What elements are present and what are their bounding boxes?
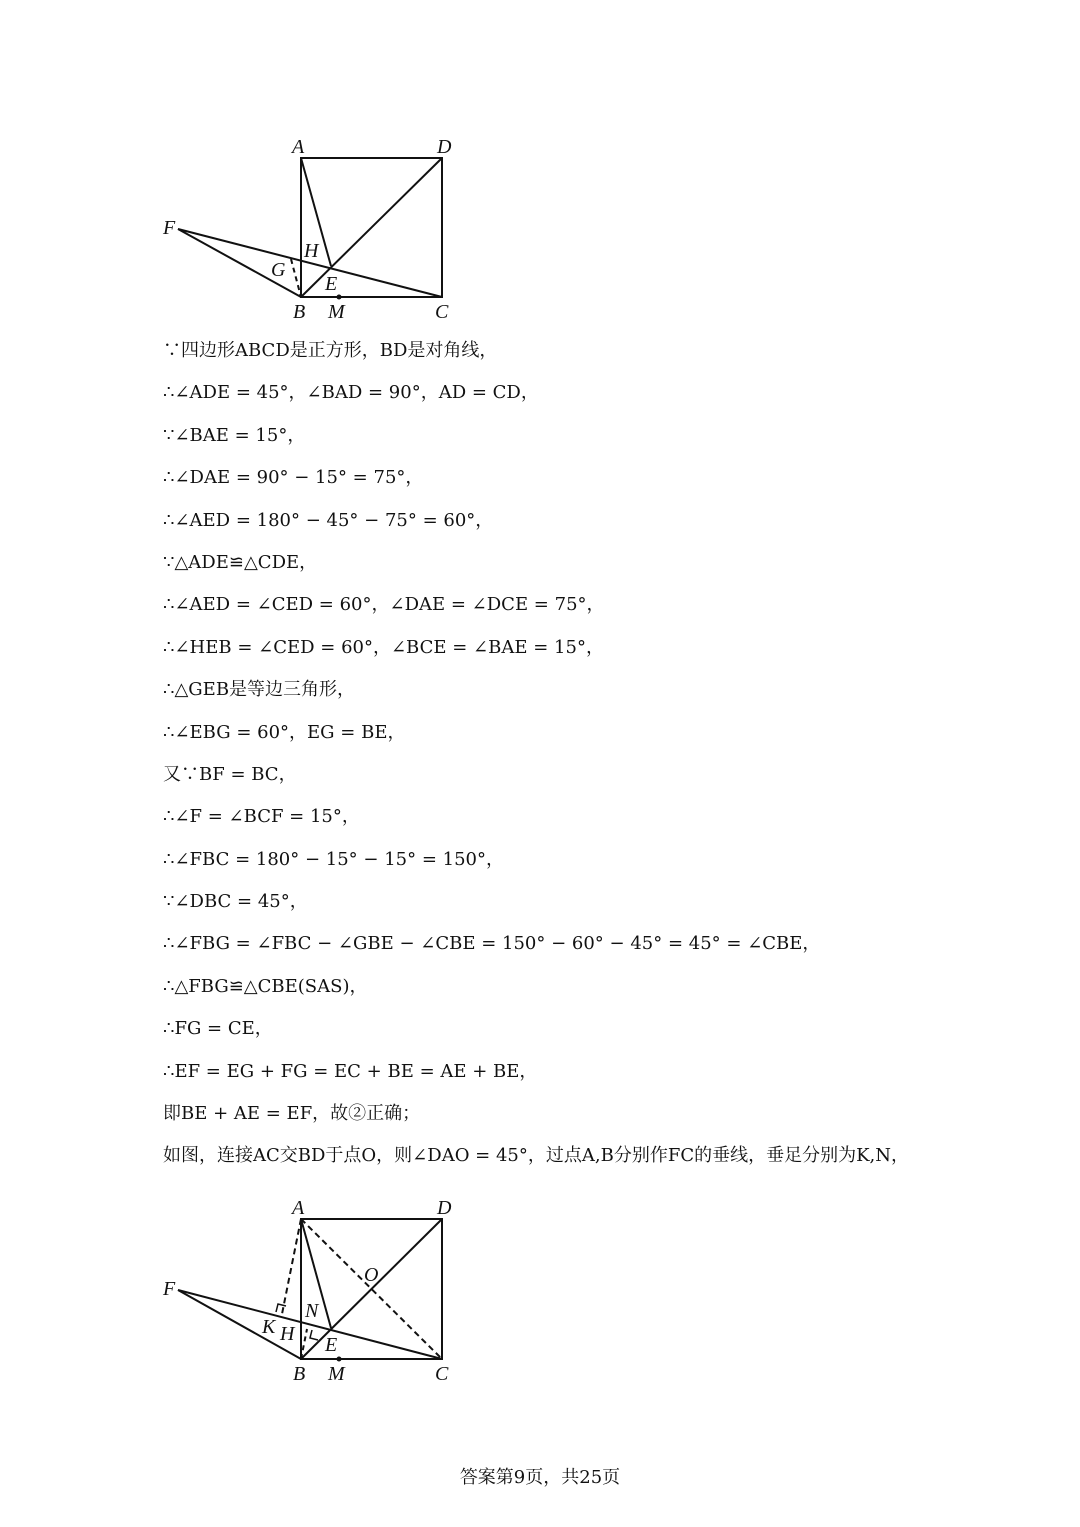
proof-line: ∵四边形ABCD是正方形，BD是对角线， <box>163 340 498 361</box>
proof-line: ∴∠FBC = 180° − 15° − 15° = 150°， <box>163 848 504 870</box>
label-c: C <box>435 301 449 323</box>
label-d: D <box>437 136 452 158</box>
label-m: M <box>328 301 345 323</box>
label-a: A <box>292 136 305 158</box>
proof-line: ∴EF = EG + FG = EC + BE = AE + BE， <box>163 1060 538 1082</box>
label-a-2: A <box>292 1197 305 1219</box>
proof-line: ∴∠EBG = 60°，EG = BE， <box>163 721 406 743</box>
proof-line: ∴∠FBG = ∠FBC − ∠GBE − ∠CBE = 150° − 60° − 45° = 45° = ∠CBE， <box>163 933 821 955</box>
label-b: B <box>293 301 306 323</box>
label-d-2: D <box>437 1197 452 1219</box>
label-g: G <box>271 259 286 281</box>
perpendicular-ak-dashed <box>282 1219 301 1314</box>
proof-line: 即BE + AE = EF，故②正确； <box>163 1103 421 1125</box>
label-c-2: C <box>435 1363 449 1385</box>
label-m-2: M <box>328 1363 345 1385</box>
label-k: K <box>262 1316 276 1338</box>
proof-line: ∴∠F = ∠BCF = 15°， <box>163 806 360 828</box>
proof-line: ∴∠AED = 180° − 45° − 75° = 60°， <box>163 509 494 531</box>
figure-2 <box>0 1190 1080 1390</box>
label-h-2: H <box>280 1323 295 1345</box>
label-e: E <box>325 273 338 295</box>
label-n: N <box>305 1300 319 1322</box>
proof-line: ∴△FBG≌△CBE(SAS)， <box>163 975 368 997</box>
right-angle-k <box>276 1304 286 1312</box>
page-footer: 答案第9页，共25页 <box>459 1467 621 1488</box>
figure-1 <box>0 0 1080 330</box>
proof-line: ∴∠DAE = 90° − 15° = 75°， <box>163 467 424 489</box>
proof-line: ∴△GEB是等边三角形， <box>163 679 356 701</box>
proof-text <box>163 336 1063 1184</box>
point-m <box>337 295 342 300</box>
proof-line: ∴∠HEB = ∠CED = 60°，∠BCE = ∠BAE = 15°， <box>163 636 604 658</box>
label-f: F <box>163 217 176 239</box>
figure-1-svg <box>0 0 1080 330</box>
proof-line: ∴∠ADE = 45°，∠BAD = 90°，AD = CD， <box>163 382 539 404</box>
diagonal-bd-2 <box>301 1219 442 1359</box>
label-f-2: F <box>163 1278 176 1300</box>
diagonal-bd <box>301 158 442 297</box>
proof-line: ∴FG = CE， <box>163 1018 273 1040</box>
label-h: H <box>304 240 319 262</box>
right-angle-n <box>310 1330 318 1340</box>
proof-line: ∵△ADE≌△CDE， <box>163 551 318 573</box>
proof-line: 又∵BF = BC， <box>163 763 297 785</box>
label-e-2: E <box>325 1334 338 1356</box>
point-m-2 <box>337 1357 342 1362</box>
figure-2-svg <box>0 1190 1080 1390</box>
label-o: O <box>364 1264 379 1286</box>
proof-line: ∵∠BAE = 15°， <box>163 424 306 446</box>
proof-line: ∴∠AED = ∠CED = 60°，∠DAE = ∠DCE = 75°， <box>163 594 605 616</box>
label-b-2: B <box>293 1363 306 1385</box>
proof-line: 如图，连接AC交BD于点O，则∠DAO = 45°，过点A,B分别作FC的垂线，垂足分别为K,N， <box>163 1145 910 1167</box>
proof-line: ∵∠DBC = 45°， <box>163 891 308 913</box>
